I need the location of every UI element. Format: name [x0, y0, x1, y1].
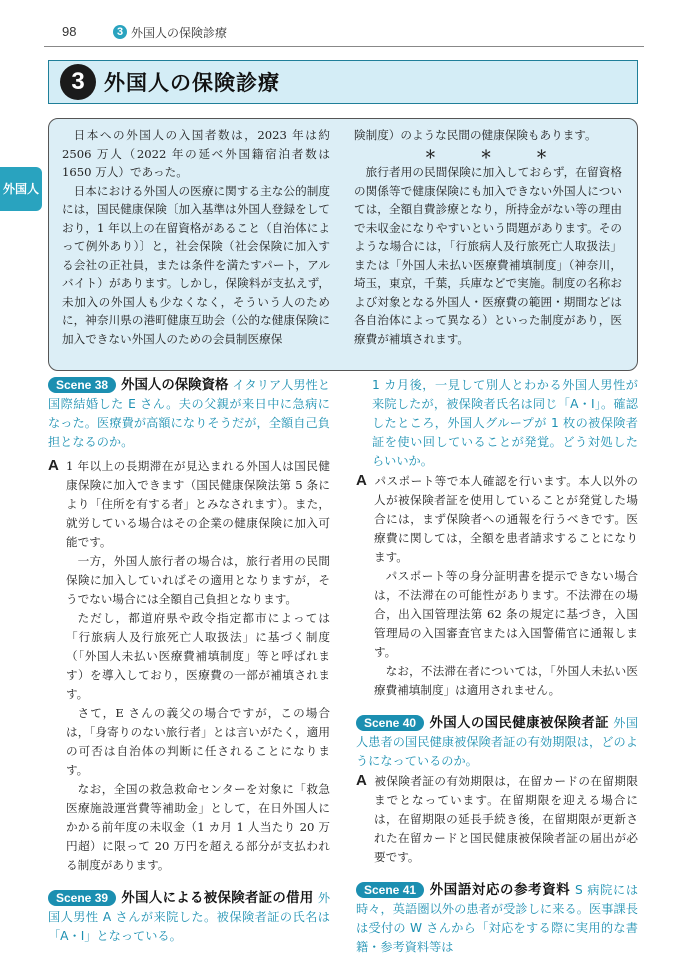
answer-text: 被保険者証の有効期限は，在留カードの在留期限までとなっています。在留期限を迎える場合には，在留期限の延長手続き後，在留期限が更新された在留カードと国民健康被保険者証の届出が必要です。	[374, 774, 638, 864]
scene38-question	[48, 376, 330, 452]
header-rule	[44, 46, 644, 47]
scene40-question	[356, 714, 638, 771]
answer-paragraph: さて，E さんの義父の場合ですが，この場合は，「身寄りのない旅行者」とは言いがたく，適用の可否は自治体の判断に任されることになります。	[66, 706, 330, 777]
answer-mark: A	[48, 457, 59, 474]
scene39-answer	[356, 471, 638, 567]
scene39-question	[48, 889, 330, 946]
intro-paragraph: 日本への外国人の入国者数は，2023 年は約 2506 万人（2022 年の延べ外国籍宿泊者数は 1650 万人）であった。	[62, 128, 330, 179]
answer-text: パスポート等で本人確認を行います。本人以外の人が被保険者証を使用していることが発覚した場合には，まず保険者への通報を行うべきです。医療費に関しては，全額を患者請求することになります。	[374, 474, 638, 564]
answer-paragraph: なお，不法滞在者については，「外国人未払い医療費補填制度」は適用されません。	[374, 664, 638, 697]
scene41-question-text: S 病院には時々，英語圏以外の患者が受診しに来る。医事課長は受付の W さんから「対応をする際に実用的な書籍・参考資料等は	[356, 883, 639, 954]
scene41-label: Scene 41	[356, 882, 424, 898]
scene40-answer	[356, 771, 638, 867]
scene41-question	[356, 881, 638, 957]
answer-mark: A	[356, 772, 367, 789]
intro-paragraph: 旅行者用の民間保険に加入しておらず，在留資格の関係等で健康保険にも加入できない外国人については，全額自費診療となり，所持金がない等の理由で未収金になりやすいという問題があります。そのような場合には，「行旅病人及行旅死亡人取扱法」または「外国人未払い医療費補填制度」（神奈川，埼玉，東京，千葉，兵庫などで実施。制度の名称および対象となる外国人・医療費の範囲・期間などは各自治体によって異なる）といった制度があり，医療費が補填されます。	[354, 165, 622, 346]
answer-text: 1 年以上の長期滞在が見込まれる外国人は国民健康保険に加入できます（国民健康保険法第 5 条により「住所を有する者」とみなされます）。また，就労している場合はその企業の健康保険に加入可能です。	[66, 459, 330, 549]
right-column	[356, 376, 638, 957]
scene40-label: Scene 40	[356, 715, 424, 731]
scene38-answer	[48, 456, 330, 552]
intro-left-column	[62, 126, 330, 348]
left-column	[48, 376, 330, 946]
scene39-question-text: 外国人男性 A さんが来院した。被保険者証の氏名は「A・I」となっている。	[48, 891, 331, 943]
answer-paragraph: なお，全国の救急救命センターを対象に「救急医療施設運営費等補助金」として，在日外国人にかかる前年度の未収金（1 カ月 1 人当たり 20 万円超）に限って 20 万円を超える部分が支払われる制度があります。	[66, 782, 330, 872]
answer-paragraph: パスポート等の身分証明書を提示できない場合は，不法滞在の可能性があります。不法滞在の場合，出入国管理法第 62 条の規定に基づき，入国管理局の入国審査官または入国警備官に通報します。	[374, 569, 638, 659]
scene40-title: 外国人の国民健康被保険者証	[429, 716, 609, 731]
answer-mark: A	[356, 472, 367, 489]
scene41-title: 外国語対応の参考資料	[429, 883, 571, 898]
intro-right-column	[354, 126, 622, 348]
running-header-title: 外国人の保険診療	[131, 26, 228, 40]
scene39-title: 外国人による被保険者証の借用	[121, 891, 314, 906]
page-number: 98	[62, 24, 77, 39]
section-divider-stars: ＊＊＊	[424, 146, 592, 161]
scene38-title: 外国人の保険資格	[121, 378, 229, 393]
intro-paragraph: 日本における外国人の医療に関する主な公的制度には，国民健康保険〔加入基準は外国人登録をしており，1 年以上の在留資格があること（自治体によって例外あり）〕と，社会保険（社会保険に加入する会社の正社員，または条件を満たすパート，アルバイト）があります。しかし，保険料が支払えず，未加入の外国人も少なくなく，そういう人のために，神奈川県の港町健康互助会（公的な健康保険に加入できない外国人のための会員制医療保	[62, 183, 330, 346]
intro-paragraph: 険制度）のような民間の健康保険もあります。	[354, 128, 597, 142]
answer-paragraph: ただし，都道府県や政令指定都市によっては「行旅病人及行旅死亡人取扱法」に基づく制度（「外国人未払い医療費補填制度」等と呼ばれます）を導入しており，医療費の一部が補填されます。	[66, 611, 330, 701]
chapter-badge: 3	[113, 25, 127, 39]
scene39-label: Scene 39	[48, 890, 116, 906]
scene38-label: Scene 38	[48, 377, 116, 393]
section-number-badge: 3	[60, 64, 96, 100]
answer-paragraph: 一方，外国人旅行者の場合は，旅行者用の民間保険に加入していればその適用となりますが，そうでない場合には全額自己負担となります。	[66, 554, 330, 606]
scene38-question-text: イタリア人男性と国際結婚した E さん。夫の父親が来日中に急病になった。医療費が高額になりそうだが，全額自己負担となるのか。	[48, 378, 331, 449]
section-title: 外国人の保険診療	[104, 71, 280, 95]
scene39-question-cont: 1 カ月後，一見して別人とわかる外国人男性が来院したが，被保険者氏名は同じ「A・I」。確認したところ，外国人グループが 1 枚の被保険者証を使い回していることが発覚。どう対処したらいいか。	[372, 378, 638, 468]
scene40-question-text: 外国人患者の国民健康被保険者証の有効期限は，どのようになっているのか。	[356, 716, 639, 768]
side-tab: 外国人	[0, 167, 42, 211]
